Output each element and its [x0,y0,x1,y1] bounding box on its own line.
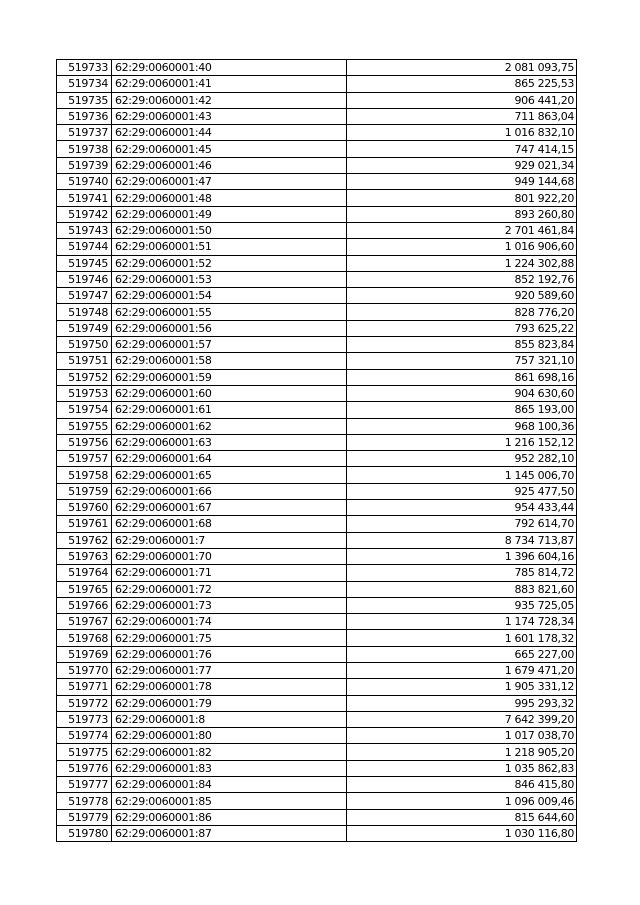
cadastral-value-table [56,59,577,842]
cadastral-value-cell: 8 734 713,87 [347,532,577,548]
row-number-cell: 519734 [57,76,112,92]
table-body [57,60,577,842]
table-row [57,809,577,825]
cadastral-value-cell: 920 589,60 [347,288,577,304]
cadastral-value-cell: 711 863,04 [347,108,577,124]
row-number-cell: 519740 [57,174,112,190]
table-row [57,825,577,841]
cadastral-number-cell: 62:29:0060001:43 [112,108,347,124]
cadastral-value-cell: 1 030 116,80 [347,825,577,841]
row-number-cell: 519776 [57,760,112,776]
cadastral-number-cell: 62:29:0060001:73 [112,597,347,613]
row-number-cell: 519761 [57,516,112,532]
table-row [57,467,577,483]
cadastral-number-cell: 62:29:0060001:53 [112,271,347,287]
table-row [57,728,577,744]
cadastral-value-cell: 1 216 152,12 [347,434,577,450]
cadastral-number-cell: 62:29:0060001:80 [112,728,347,744]
cadastral-number-cell: 62:29:0060001:67 [112,500,347,516]
table-row [57,532,577,548]
cadastral-number-cell: 62:29:0060001:70 [112,548,347,564]
table-row [57,581,577,597]
row-number-cell: 519757 [57,451,112,467]
cadastral-value-cell: 828 776,20 [347,304,577,320]
cadastral-number-cell: 62:29:0060001:83 [112,760,347,776]
table-row [57,777,577,793]
table-row [57,76,577,92]
row-number-cell: 519779 [57,809,112,825]
table-row [57,630,577,646]
row-number-cell: 519745 [57,255,112,271]
cadastral-value-cell: 995 293,32 [347,695,577,711]
table-row [57,760,577,776]
cadastral-value-cell: 904 630,60 [347,385,577,401]
table-row [57,646,577,662]
cadastral-value-cell: 757 321,10 [347,353,577,369]
cadastral-number-cell: 62:29:0060001:57 [112,337,347,353]
row-number-cell: 519736 [57,108,112,124]
cadastral-number-cell: 62:29:0060001:49 [112,206,347,222]
cadastral-number-cell: 62:29:0060001:50 [112,222,347,238]
cadastral-value-cell: 846 415,80 [347,777,577,793]
row-number-cell: 519752 [57,369,112,385]
cadastral-value-cell: 865 225,53 [347,76,577,92]
table-row [57,548,577,564]
cadastral-number-cell: 62:29:0060001:85 [112,793,347,809]
row-number-cell: 519733 [57,60,112,76]
cadastral-value-cell: 2 701 461,84 [347,222,577,238]
table-row [57,597,577,613]
cadastral-value-cell: 2 081 093,75 [347,60,577,76]
table-row [57,337,577,353]
table-row [57,206,577,222]
cadastral-number-cell: 62:29:0060001:55 [112,304,347,320]
cadastral-number-cell: 62:29:0060001:44 [112,125,347,141]
cadastral-number-cell: 62:29:0060001:42 [112,92,347,108]
cadastral-value-cell: 855 823,84 [347,337,577,353]
cadastral-number-cell: 62:29:0060001:47 [112,174,347,190]
cadastral-number-cell: 62:29:0060001:56 [112,320,347,336]
row-number-cell: 519759 [57,483,112,499]
table-row [57,793,577,809]
row-number-cell: 519751 [57,353,112,369]
cadastral-value-cell: 7 642 399,20 [347,711,577,727]
table-row [57,255,577,271]
row-number-cell: 519741 [57,190,112,206]
row-number-cell: 519772 [57,695,112,711]
cadastral-number-cell: 62:29:0060001:41 [112,76,347,92]
row-number-cell: 519770 [57,662,112,678]
cadastral-value-cell: 968 100,36 [347,418,577,434]
cadastral-number-cell: 62:29:0060001:68 [112,516,347,532]
cadastral-value-cell: 1 174 728,34 [347,614,577,630]
row-number-cell: 519764 [57,565,112,581]
cadastral-number-cell: 62:29:0060001:64 [112,451,347,467]
cadastral-value-cell: 1 145 006,70 [347,467,577,483]
cadastral-number-cell: 62:29:0060001:52 [112,255,347,271]
cadastral-number-cell: 62:29:0060001:54 [112,288,347,304]
table-row [57,695,577,711]
cadastral-value-cell: 747 414,15 [347,141,577,157]
cadastral-value-cell: 935 725,05 [347,597,577,613]
row-number-cell: 519747 [57,288,112,304]
row-number-cell: 519767 [57,614,112,630]
cadastral-number-cell: 62:29:0060001:72 [112,581,347,597]
cadastral-number-cell: 62:29:0060001:48 [112,190,347,206]
row-number-cell: 519778 [57,793,112,809]
cadastral-value-cell: 925 477,50 [347,483,577,499]
cadastral-value-cell: 1 905 331,12 [347,679,577,695]
table-row [57,516,577,532]
cadastral-value-cell: 1 035 862,83 [347,760,577,776]
table-row [57,271,577,287]
cadastral-value-cell: 815 644,60 [347,809,577,825]
cadastral-value-cell: 1 218 905,20 [347,744,577,760]
table-row [57,565,577,581]
row-number-cell: 519763 [57,548,112,564]
table-row [57,369,577,385]
table-row [57,614,577,630]
cadastral-value-cell: 949 144,68 [347,174,577,190]
cadastral-value-cell: 954 433,44 [347,500,577,516]
cadastral-number-cell: 62:29:0060001:45 [112,141,347,157]
cadastral-value-cell: 665 227,00 [347,646,577,662]
cadastral-value-cell: 1 679 471,20 [347,662,577,678]
cadastral-number-cell: 62:29:0060001:65 [112,467,347,483]
row-number-cell: 519760 [57,500,112,516]
cadastral-value-cell: 1 224 302,88 [347,255,577,271]
cadastral-number-cell: 62:29:0060001:75 [112,630,347,646]
table-row [57,222,577,238]
cadastral-value-cell: 865 193,00 [347,402,577,418]
row-number-cell: 519738 [57,141,112,157]
table-row [57,239,577,255]
row-number-cell: 519780 [57,825,112,841]
cadastral-number-cell: 62:29:0060001:82 [112,744,347,760]
cadastral-number-cell: 62:29:0060001:76 [112,646,347,662]
table-row [57,92,577,108]
row-number-cell: 519758 [57,467,112,483]
row-number-cell: 519743 [57,222,112,238]
row-number-cell: 519768 [57,630,112,646]
row-number-cell: 519748 [57,304,112,320]
row-number-cell: 519777 [57,777,112,793]
row-number-cell: 519742 [57,206,112,222]
cadastral-value-cell: 861 698,16 [347,369,577,385]
cadastral-number-cell: 62:29:0060001:62 [112,418,347,434]
cadastral-value-cell: 792 614,70 [347,516,577,532]
row-number-cell: 519744 [57,239,112,255]
row-number-cell: 519754 [57,402,112,418]
cadastral-number-cell: 62:29:0060001:58 [112,353,347,369]
cadastral-value-cell: 952 282,10 [347,451,577,467]
table-row [57,418,577,434]
table-row [57,108,577,124]
row-number-cell: 519766 [57,597,112,613]
cadastral-number-cell: 62:29:0060001:84 [112,777,347,793]
cadastral-number-cell: 62:29:0060001:78 [112,679,347,695]
table-row [57,711,577,727]
row-number-cell: 519762 [57,532,112,548]
table-row [57,157,577,173]
row-number-cell: 519755 [57,418,112,434]
row-number-cell: 519739 [57,157,112,173]
table-row [57,385,577,401]
cadastral-number-cell: 62:29:0060001:61 [112,402,347,418]
cadastral-value-cell: 1 017 038,70 [347,728,577,744]
cadastral-value-cell: 785 814,72 [347,565,577,581]
cadastral-number-cell: 62:29:0060001:46 [112,157,347,173]
cadastral-number-cell: 62:29:0060001:79 [112,695,347,711]
table-row [57,190,577,206]
table-row [57,304,577,320]
cadastral-number-cell: 62:29:0060001:87 [112,825,347,841]
table-row [57,320,577,336]
cadastral-number-cell: 62:29:0060001:77 [112,662,347,678]
cadastral-value-cell: 852 192,76 [347,271,577,287]
table-row [57,500,577,516]
row-number-cell: 519746 [57,271,112,287]
table-row [57,288,577,304]
cadastral-value-cell: 883 821,60 [347,581,577,597]
table-row [57,434,577,450]
cadastral-number-cell: 62:29:0060001:60 [112,385,347,401]
cadastral-number-cell: 62:29:0060001:63 [112,434,347,450]
cadastral-number-cell: 62:29:0060001:71 [112,565,347,581]
table-row [57,125,577,141]
table-row [57,451,577,467]
cadastral-value-cell: 893 260,80 [347,206,577,222]
cadastral-number-cell: 62:29:0060001:59 [112,369,347,385]
cadastral-number-cell: 62:29:0060001:74 [112,614,347,630]
row-number-cell: 519773 [57,711,112,727]
row-number-cell: 519735 [57,92,112,108]
row-number-cell: 519774 [57,728,112,744]
row-number-cell: 519775 [57,744,112,760]
row-number-cell: 519750 [57,337,112,353]
table-row [57,60,577,76]
table-row [57,662,577,678]
cadastral-number-cell: 62:29:0060001:51 [112,239,347,255]
cadastral-value-cell: 1 096 009,46 [347,793,577,809]
row-number-cell: 519737 [57,125,112,141]
row-number-cell: 519769 [57,646,112,662]
table-row [57,141,577,157]
row-number-cell: 519753 [57,385,112,401]
cadastral-number-cell: 62:29:0060001:8 [112,711,347,727]
table-row [57,402,577,418]
table-row [57,174,577,190]
cadastral-value-cell: 906 441,20 [347,92,577,108]
row-number-cell: 519765 [57,581,112,597]
row-number-cell: 519749 [57,320,112,336]
cadastral-number-cell: 62:29:0060001:86 [112,809,347,825]
row-number-cell: 519771 [57,679,112,695]
cadastral-value-cell: 793 625,22 [347,320,577,336]
table-row [57,483,577,499]
cadastral-number-cell: 62:29:0060001:66 [112,483,347,499]
cadastral-value-cell: 801 922,20 [347,190,577,206]
cadastral-number-cell: 62:29:0060001:7 [112,532,347,548]
row-number-cell: 519756 [57,434,112,450]
cadastral-value-cell: 1 396 604,16 [347,548,577,564]
table-row [57,679,577,695]
cadastral-value-cell: 1 016 906,60 [347,239,577,255]
table-row [57,744,577,760]
table-row [57,353,577,369]
cadastral-number-cell: 62:29:0060001:40 [112,60,347,76]
cadastral-value-cell: 1 016 832,10 [347,125,577,141]
cadastral-value-cell: 929 021,34 [347,157,577,173]
cadastral-value-cell: 1 601 178,32 [347,630,577,646]
